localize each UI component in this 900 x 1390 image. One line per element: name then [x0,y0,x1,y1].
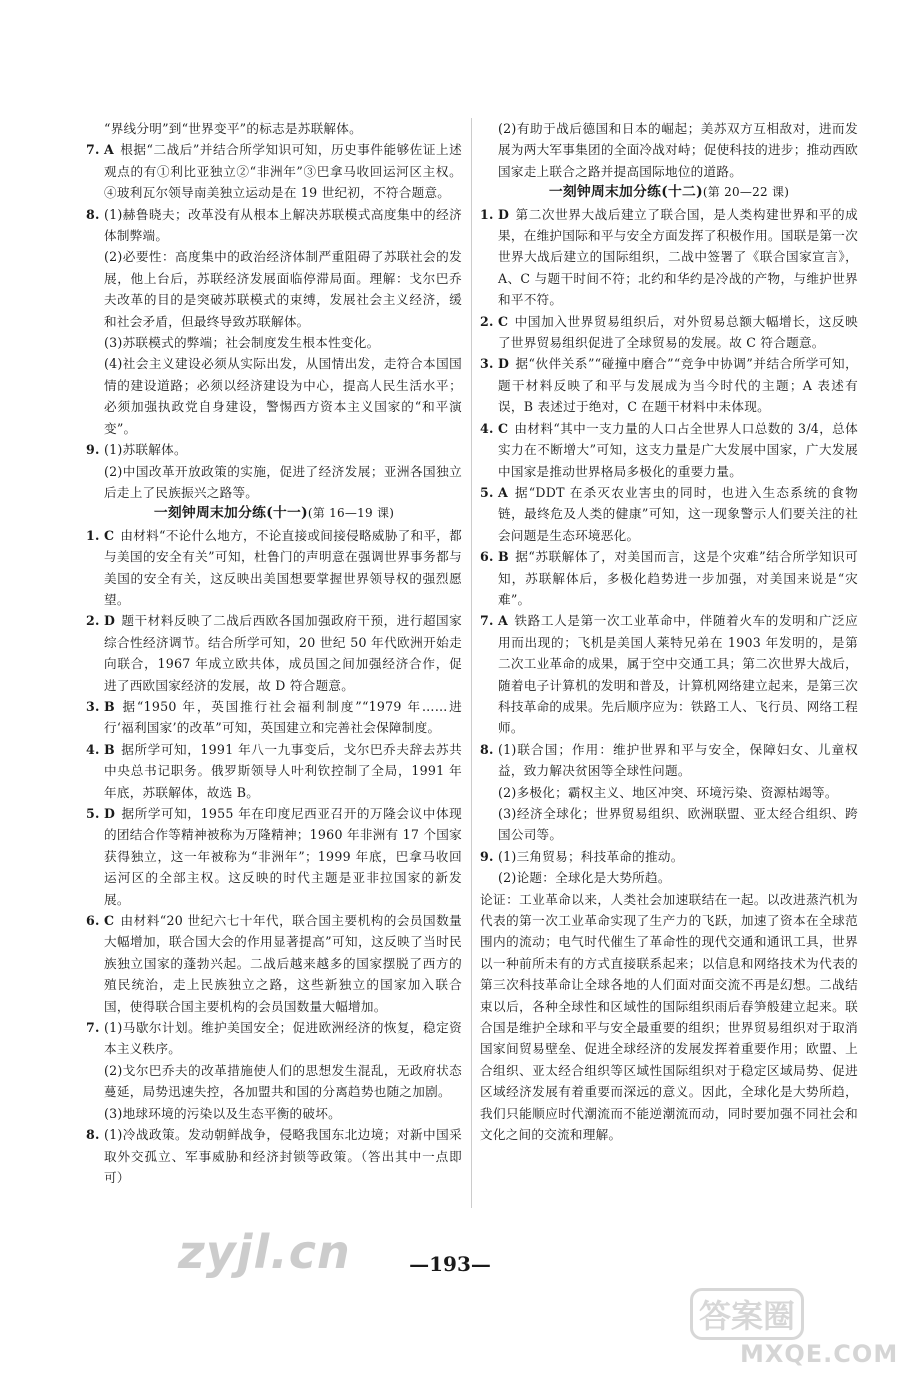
continued-text: (2)有助于战后德国和日本的崛起；美苏双方互相敌对，进而发展为两大军事集团的全面冷战对峙；促使科技的进步；推动西欧国家走上联合之路并提高国际地位的道路。 [498,121,858,179]
left-column [86,118,462,1188]
answer-item: 8. (1)联合国；作用：维护世界和平与安全，保障妇女、儿童权益，致力解决贫困等全球性问题。 (2)多极化；霸权主义、地区冲突、环境污染、资源枯竭等。 (3)经济全球化；世界贸易组织、欧洲联盟、亚太经合组织、跨国公司等。 [480,741,858,843]
intro-text: “界线分明”到“世界变平”的标志是苏联解体。 [104,121,362,136]
answer-item: 6. B 据“苏联解体了，对美国而言，这是个灾难”结合所学知识可知，苏联解体后，多极化趋势进一步加强，对美国来说是“灾难”。 [480,549,858,607]
answer-item: 4. C 由材料“其中一支力量的人口占全世界人口总数的 3/4，总体实力在不断增大”可知，这支力量是广大发展中国家，广大发展中国家是推动世界格局多极化的重要力量。 [480,420,858,479]
answer-item: 7. A 铁路工人是第一次工业革命中，伴随着火车的发明和广泛应用而出现的；飞机是美国人莱特兄弟在 1903 年发明的，是第二次工业革命的成果，属于空中交通工具；第二次世界大战后，随着电子计算机的发明和普及，计算机网络建立起来，是第三次科技革命的成果。先后顺序应为：铁路工人、飞行员、网络工程师。 [480,613,858,736]
right-column [480,118,858,1146]
answer-item: 7. A 根据“二战后”并结合所学知识可知，历史事件能够佐证上述观点的有①利比亚独立②“非洲年”③巴拿马收回运河区主权。④玻利瓦尔领导南美独立运动是在 19 世纪初，不符合题意。 [86,142,462,201]
answer-item: 7. (1)马歇尔计划。维护美国安全；促进欧洲经济的恢复，稳定资本主义秩序。 (2)戈尔巴乔夫的改革措施使人们的思想发生混乱，无政府状态蔓延，局势迅速失控，各加盟共和国的分离趋势也随之加剧。 (3)地球环境的污染以及生态平衡的破坏。 [86,1020,462,1121]
section-title: 一刻钟周末加分练(十一)(第 16—19 课) [153,505,395,522]
watermark-logo: MXQE.COM [740,1340,899,1368]
answer-item: 3. B 据“1950 年，英国推行社会福利制度”“1979 年……进行‘福利国家’的改革”可知，英国建立和完善社会保障制度。 [86,698,462,736]
answer-item: 3. D 据“伙伴关系”“碰撞中磨合”“竞争中协调”并结合所学可知，题干材料反映了和平与发展成为当今时代的主题；A 表述有误，B 表述过于绝对，C 在题干材料中未体现。 [480,356,858,415]
section-title: 一刻钟周末加分练(十二)(第 20—22 课) [548,184,790,201]
answer-item: 1. D 第二次世界大战后建立了联合国，是人类构建世界和平的成果，在维护国际和平与安全方面发挥了积极作用。国联是第一次世界大战后建立的国际组织，二战中签署了《联合国家宣言》，A、C 与题干时间不符；北约和华约是冷战的产物，与维护世界和平不符。 [480,206,858,308]
page-number: —193— [409,1252,491,1276]
answer-item: 2. D 题干材料反映了二战后西欧各国加强政府干预，进行超国家综合性经济调节。结合所学可知，20 世纪 50 年代欧洲开始走向联合，1967 年成立欧共体，成员国之间加强经济合作，促进了西欧国家经济的发展，故 D 符合题意。 [86,613,462,693]
answer-item: 8. (1)冷战政策。发动朝鲜战争，侵略我国东北边境；对新中国采取外交孤立、军事威胁和经济封锁等政策。（答出其中一点即可） [86,1127,462,1185]
answer-item: 2. C 中国加入世界贸易组织后，对外贸易总额大幅增长，这反映了世界贸易组织促进了全球贸易的发展。故 C 符合题意。 [480,313,858,351]
answer-item: 1. C 由材料“不论什么地方，不论直接或间接侵略威胁了和平，都与美国的安全有关”可知，杜鲁门的声明意在强调世界事务都与美国的安全有关，这反映出美国想要掌握世界领导权的强烈愿望。 [86,527,462,607]
answer-item: 5. A 据“DDT 在杀灭农业害虫的同时，也进入生态系统的食物链，最终危及人类的健康”可知，这一现象警示人们要关注的社会问题是生态环境恶化。 [480,484,858,543]
answer-item: 5. D 据所学可知，1955 年在印度尼西亚召开的万隆会议中体现的团结合作等精神被称为万隆精神；1960 年非洲有 17 个国家获得独立，这一年被称为“非洲年”；1999 年底，巴拿马收回运河区的全部主权。这反映的时代主题是亚非拉国家的新发展。 [86,806,462,907]
watermark-logo: 答案圈 [686,1288,804,1340]
answer-item: 6. C 由材料“20 世纪六七十年代，联合国主要机构的会员国数量大幅增加，联合国大会的作用显著提高”可知，这反映了当时民族独立国家的蓬勃兴起。二战后越来越多的国家摆脱了西方的殖民统治，走上民族独立之路，这些新独立的国家加入联合国，使得联合国主要机构的会员国数量大幅增加。 [86,913,462,1014]
answer-item: 9. (1)苏联解体。 (2)中国改革开放政策的实施，促进了经济发展；亚洲各国独立后走上了民族振兴之路等。 [86,442,462,500]
answer-item: 8. (1)赫鲁晓夫；改革没有从根本上解决苏联模式高度集中的经济体制弊端。 (2)必要性：高度集中的政治经济体制严重阻碍了苏联社会的发展，他上台后，苏联经济发展面临停滞局面。理解：戈尔巴乔夫改革的目的是突破苏联模式的束缚，发展社会主义经济，缓和社会矛盾，但最终导致苏联解体。 (3)苏联模式的弊端；社会制度发生根本性变化。 (4)社会主义建设必须从实际出发，从国情出发，走符合本国国情的建设道路；必须以经济建设为中心，提高人民生活水平；必须加强执政党自身建设，警惕西方资本主义国家的“和平演变”。 [86,206,462,436]
argument-text: 论证：工业革命以来，人类社会加速联结在一起。以改进蒸汽机为代表的第一次工业革命实现了生产力的飞跃，加速了资本在全球范围内的流动；电气时代催生了革命性的现代交通和通讯工具，世界以一种前所未有的方式直接联系起来；以信息和网络技术为代表的第三次科技革命让全球各地的人们面对面交流不再是幻想。二战结束以后，各种全球性和区域性的国际组织雨后春笋般建立起来。联合国是维护全球和平与安全最重要的组织；世界贸易组织对于取消国家间贸易壁垒、促进全球经济的发展发挥着重要作用；欧盟、上合组织、亚太经合组织等区域性国际组织对于稳定区域局势、促进区域经济发展有着重要而深远的意义。因此，全球化是大势所趋，我们只能顺应时代潮流而不能逆潮流而动，同时要加强不同社会和文化之间的交流和理解。 [480,891,858,1143]
answer-item: 4. B 据所学可知，1991 年八一九事变后，戈尔巴乔夫辞去苏共中央总书记职务。俄罗斯领导人叶利钦控制了全局，1991 年年底，苏联解体，故选 B。 [86,741,462,800]
column-divider [471,118,472,1208]
answer-item: 9. (1)三角贸易；科技革命的推动。 (2)论题：全球化是大势所趋。 [480,848,684,886]
watermark-logo: zyjl.cn [178,1225,351,1279]
